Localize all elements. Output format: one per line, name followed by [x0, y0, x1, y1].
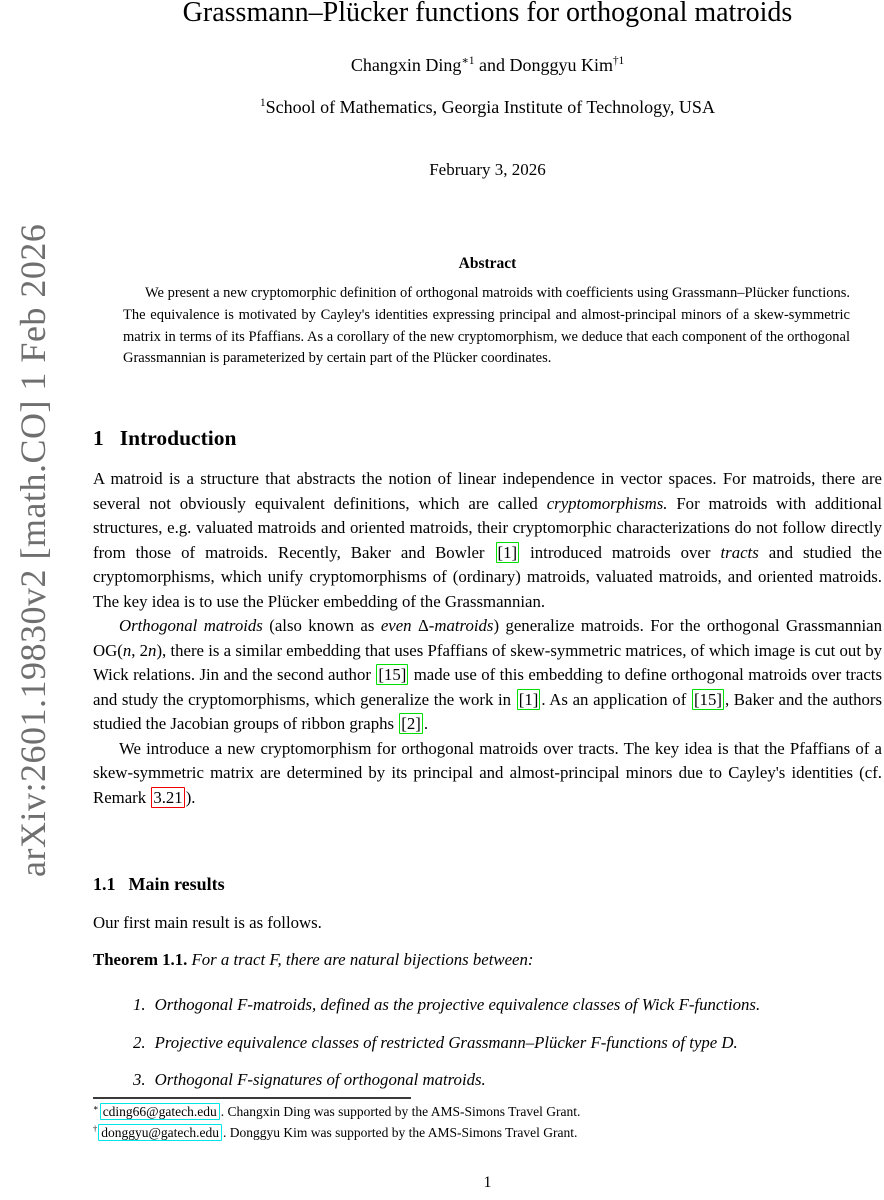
text-segment: Δ	[418, 616, 429, 635]
text-segment: introduced matroids over	[520, 542, 721, 562]
item-text: Orthogonal F-signatures of orthogonal matroids.	[154, 1070, 486, 1089]
theorem-item-3	[133, 1068, 882, 1093]
text-segment: made use of this embedding to define orthogonal matroids over tracts and study the cryptomorphisms, which generalize the work in	[93, 665, 882, 709]
footnote-1-mark: ∗	[93, 1103, 99, 1113]
theorem-item-list	[93, 993, 882, 1106]
theorem-item-1	[133, 993, 882, 1018]
text-segment: n	[122, 640, 132, 660]
subsection-number: 1.1	[93, 874, 116, 894]
text-segment: , Baker and the authors studied the Jacobian groups of ribbon graphs	[93, 689, 883, 733]
footnote-rule	[93, 1097, 411, 1099]
item-number: 2.	[133, 1032, 146, 1052]
author-line	[93, 55, 882, 76]
text-segment: n	[148, 640, 157, 660]
reference-link[interactable]: 3.21	[153, 787, 183, 807]
citation-link[interactable]: [15]	[693, 689, 722, 709]
author-1-footnote-mark: ∗1	[461, 55, 475, 67]
text-segment: Orthogonal matroids	[119, 616, 263, 635]
abstract-body: We present a new cryptomorphic definition of orthogonal matroids with coefficients using Grassmann–Plücker functions. The equivalence is motivated by Cayley's identities expressing principal and almost-principal minors of a skew-symmetric matrix in terms of its Pfaffians. As a corollary of the new cryptomorphism, we deduce that each component of the orthogonal Grassmannian is parameterized by certain part of the Plücker coordinates.	[123, 285, 850, 367]
citation-link[interactable]: [2]	[401, 714, 421, 733]
text-segment: ) generalize matroids. For the orthogonal Grassmannian OG(	[93, 616, 883, 660]
text-segment: We introduce a new cryptomorphism for orthogonal matroids over tracts. The key idea is that the Pfaffians of a skew-symmetric matrix are determined by its principal and almost-principal minors due to Cayley's identities (cf. Remark	[93, 738, 882, 807]
arxiv-watermark: arXiv:2601.19830v2 [math.CO] 1 Feb 2026	[13, 223, 53, 877]
subsection-heading-main-results	[93, 874, 882, 895]
text-segment: tracts	[720, 542, 759, 562]
text-segment: cryptomorphisms.	[546, 493, 668, 513]
citation-link[interactable]: [1]	[518, 689, 539, 709]
text-segment: A matroid is a structure that abstracts the notion of linear independence in vector spaces. For matroids, there are several not obviously equivalent definitions, which are called	[93, 469, 882, 513]
email-link-cding[interactable]: cding66@gatech.edu	[100, 1103, 220, 1120]
text-segment: ).	[185, 787, 196, 807]
author-separator: and	[474, 55, 510, 75]
item-text: Projective equivalence classes of restricted Grassmann–Plücker F-functions of type D.	[154, 1032, 738, 1052]
footnote-2-text: . Donggyu Kim was supported by the AMS-Simons Travel Grant.	[222, 1124, 578, 1140]
text-segment: -matroids	[428, 616, 494, 635]
affiliation-text: School of Mathematics, Georgia Institute of Technology, USA	[265, 97, 715, 117]
page-body	[93, 0, 882, 1200]
introduction-text	[93, 467, 882, 810]
theorem-label: Theorem 1.1.	[93, 950, 188, 969]
theorem-item-2	[133, 1031, 882, 1056]
text-segment: even	[380, 616, 418, 635]
section-heading-introduction	[93, 425, 882, 451]
abstract-heading: Abstract	[458, 255, 517, 272]
text-segment: and studied the cryptomorphisms, which unify cryptomorphisms of (ordinary) matroids, valuated matroids, and oriented matroids. The key idea is to use the Plücker embedding of the Grassmannian.	[93, 542, 882, 611]
main-results-lead: Our first main result is as follows.	[93, 913, 322, 932]
text-segment: ), there is a similar embedding that uses Pfaffians of skew-symmetric matrices, of which image is cut out by Wick relations. Jin and the second author	[93, 640, 882, 684]
text-segment: , 2	[131, 640, 149, 660]
text-segment: For matroids with additional structures, e.g. valuated matroids and oriented matroids, their cryptomorphic characterizations do not follow directly from those of matroids. Recently, Baker and Bowler	[93, 493, 882, 562]
date-line: February 3, 2026	[429, 160, 546, 179]
text-segment: .	[423, 714, 429, 733]
footnotes	[93, 1102, 882, 1143]
footnote-2-mark: †	[93, 1124, 98, 1133]
text-segment: . As an application of	[541, 689, 691, 709]
item-number: 1.	[133, 995, 146, 1014]
intro-paragraph-2	[93, 614, 882, 737]
item-number: 3.	[133, 1070, 146, 1089]
affiliation-line	[93, 97, 882, 118]
intro-paragraph-1	[93, 467, 882, 614]
footnote-1	[93, 1102, 882, 1123]
author-2-footnote-mark: †1	[613, 55, 625, 67]
text-segment: (also known as	[262, 616, 381, 635]
intro-paragraph-3	[93, 737, 882, 811]
theorem-statement: For a tract F, there are natural bijections between:	[191, 950, 534, 969]
section-number: 1	[93, 426, 104, 450]
section-title: Introduction	[119, 426, 237, 450]
author-2: Donggyu Kim	[509, 55, 613, 75]
item-text: Orthogonal F-matroids, defined as the projective equivalence classes of Wick F-functions.	[154, 995, 761, 1014]
affiliation-mark: 1	[260, 97, 266, 109]
subsection-title: Main results	[128, 874, 225, 894]
citation-link[interactable]: [1]	[497, 542, 518, 562]
paper-title: Grassmann–Plücker functions for orthogonal matroids	[182, 0, 793, 28]
page-number: 1	[483, 1174, 492, 1191]
email-link-donggyu[interactable]: donggyu@gatech.edu	[98, 1124, 222, 1141]
citation-link[interactable]: [15]	[378, 665, 407, 684]
theorem-1-1	[93, 950, 882, 970]
author-1: Changxin Ding	[350, 55, 462, 75]
footnote-2	[93, 1123, 882, 1144]
footnote-1-text: . Changxin Ding was supported by the AMS-Simons Travel Grant.	[220, 1104, 581, 1119]
